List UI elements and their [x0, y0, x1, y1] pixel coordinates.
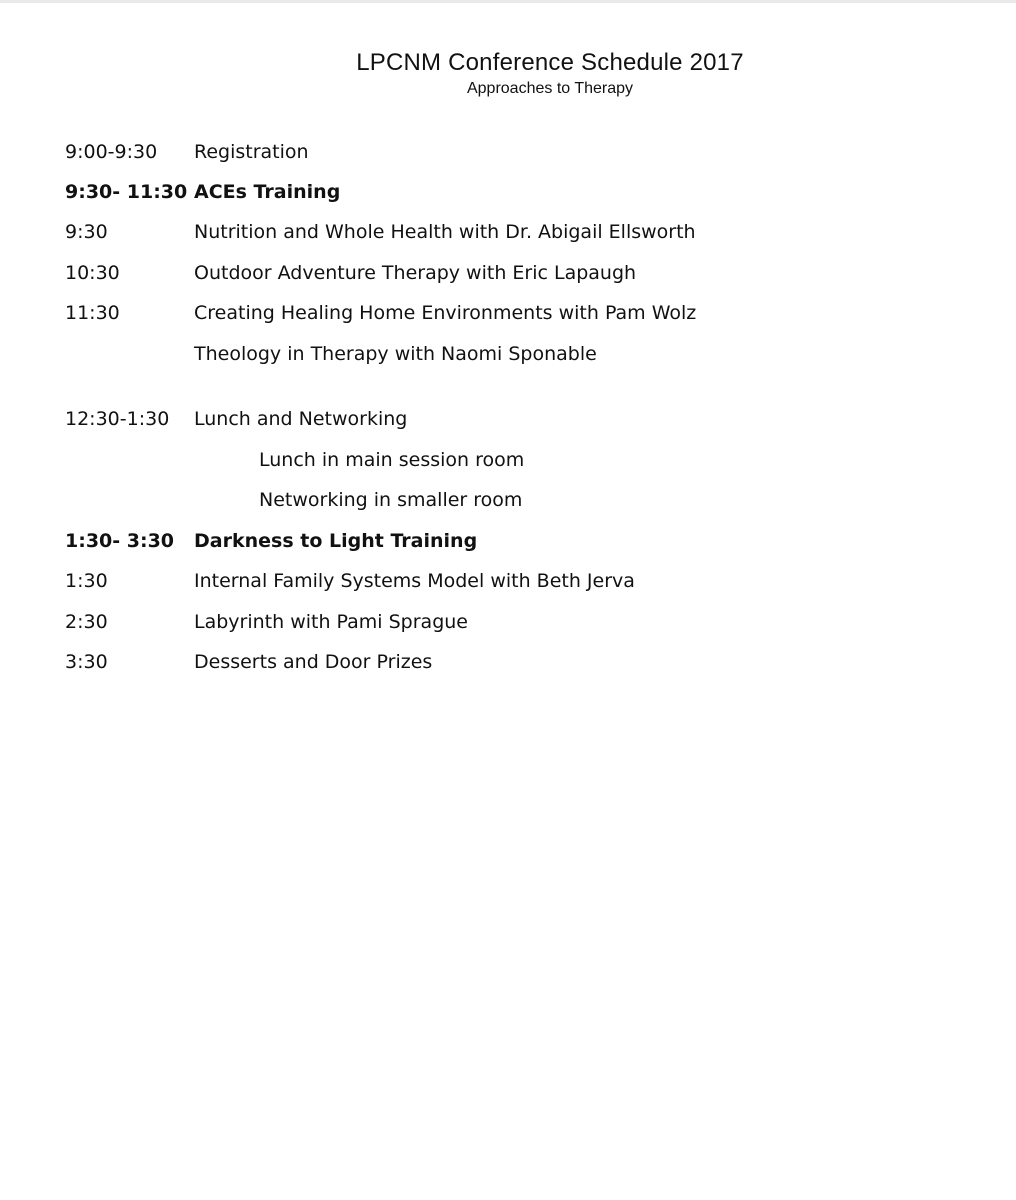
schedule-row-aces-training — [0, 178, 1016, 206]
schedule-subrow-lunch-room — [0, 446, 1016, 474]
schedule-row-nutrition — [0, 218, 1016, 246]
schedule-time: 1:30 — [65, 570, 108, 592]
schedule-time: 9:30- 11:30 — [65, 181, 188, 203]
schedule-time: 12:30-1:30 — [65, 408, 170, 430]
schedule-row-lunch-networking — [0, 405, 1016, 433]
schedule-row-registration — [0, 138, 1016, 166]
schedule-row-healing-home — [0, 299, 1016, 327]
schedule-event: Internal Family Systems Model with Beth Jerva — [194, 570, 635, 592]
schedule-time: 1:30- 3:30 — [65, 530, 175, 552]
page-subtitle: Approaches to Therapy — [466, 80, 634, 97]
schedule-event: Nutrition and Whole Health with Dr. Abigail Ellsworth — [194, 221, 696, 243]
schedule-event: Lunch and Networking — [194, 408, 408, 430]
schedule-row-darkness-to-light — [0, 527, 1016, 555]
schedule-time: 10:30 — [65, 262, 120, 284]
schedule-event: Theology in Therapy with Naomi Sponable — [194, 343, 597, 365]
schedule-event: Outdoor Adventure Therapy with Eric Lapaugh — [194, 262, 637, 284]
schedule-row-outdoor-adventure — [0, 259, 1016, 287]
schedule-event: Creating Healing Home Environments with Pam Wolz — [194, 302, 697, 324]
page-title: LPCNM Conference Schedule 2017 — [356, 49, 744, 76]
schedule-time: 3:30 — [65, 651, 108, 673]
schedule-event: Labyrinth with Pami Sprague — [194, 611, 468, 633]
schedule-row-internal-family-systems — [0, 567, 1016, 595]
schedule-event: Networking in smaller room — [259, 489, 523, 511]
schedule-event: Desserts and Door Prizes — [194, 651, 433, 673]
schedule-event: ACEs Training — [194, 181, 341, 203]
schedule-row-desserts — [0, 648, 1016, 676]
schedule-time: 9:00-9:30 — [65, 141, 158, 163]
schedule-time: 11:30 — [65, 302, 120, 324]
page-top-edge — [0, 0, 1016, 3]
schedule-time: 9:30 — [65, 221, 108, 243]
schedule-event: Lunch in main session room — [259, 449, 525, 471]
schedule-time: 2:30 — [65, 611, 108, 633]
schedule-subrow-networking-room — [0, 486, 1016, 514]
schedule-row-labyrinth — [0, 608, 1016, 636]
schedule-event: Registration — [194, 141, 309, 163]
schedule-event: Darkness to Light Training — [194, 530, 478, 552]
schedule-row-theology — [0, 340, 1016, 368]
